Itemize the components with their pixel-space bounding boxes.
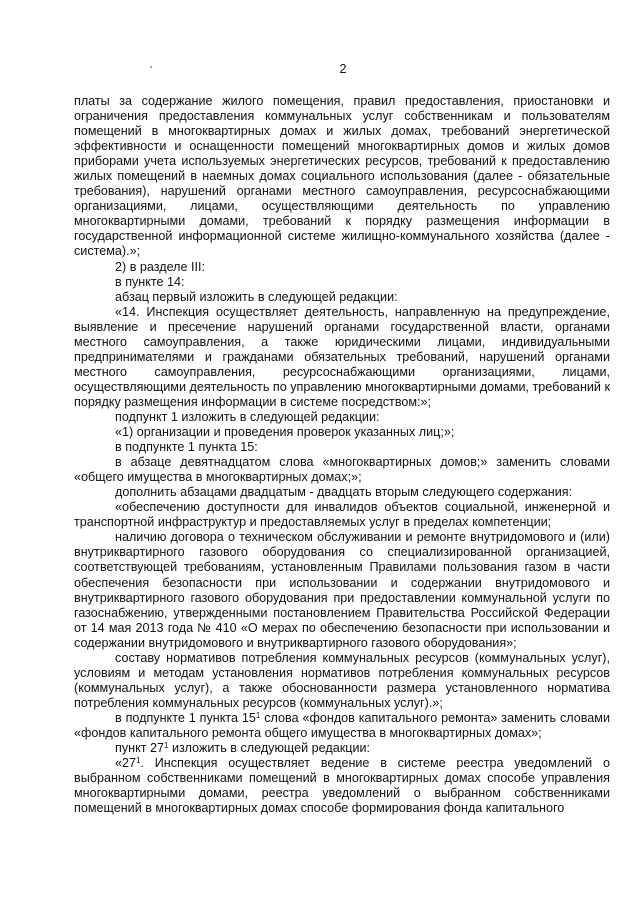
paragraph-27-1-intro: [74, 741, 610, 756]
paragraph: подпункт 1 изложить в следующей редакции:: [115, 409, 380, 424]
text-run: пункт 27: [115, 741, 164, 756]
paragraph: «14. Инспекция осуществляет деятельность, направленную на предупреждение, выявление и пресечение нарушений органами государственной власти, органами местного самоуправления, а также юридическими лицами, индивидуальными предпринимателями и гражданами обязательных требований, нарушений органами местного самоуправления, ресурсоснабжающими организациями, лицами, осуществляющими деятельность по управлению многоквартирными домами, требований к порядку размещения информации в системе посредством:»;: [74, 304, 610, 409]
text-run: «27: [115, 756, 137, 771]
paragraph-15-1: [74, 711, 610, 741]
paragraph: составу нормативов потребления коммунальных ресурсов (коммунальных услуг), условиям и методам установления нормативов потребления коммунальных ресурсов (коммунальных услуг), а также обоснованности размера установленного норматива потребления коммунальных ресурсов (коммунальных услуг).»;: [74, 650, 610, 710]
paragraph: «обеспечению доступности для инвалидов объектов социальной, инженерной и транспортной инфраструктур и предоставляемых услуг в пределах компетенции;: [74, 500, 610, 530]
paragraph: платы за содержание жилого помещения, правил предоставления, приостановки и ограничения предоставления коммунальных услуг собственникам и пользователям помещений в многоквартирных домах и жилых домах, требований энергетической эффективности и оснащенности помещений многоквартирных домов и жилых домов приборами учета используемых энергетических ресурсов, требований к предоставлению жилых помещений в наемных домах социального использования (далее - обязательные требования), нарушений органами местного самоуправления, ресурсоснабжающими организациями, лицами, осуществляющими деятельность по управлению многоквартирными домами, требований к порядку размещения информации в государственной информационной системе жилищно-коммунального хозяйства (далее - система).»;: [74, 94, 610, 259]
document-body: [74, 94, 610, 816]
page-number: 2: [339, 62, 347, 76]
paragraph: в подпункте 1 пункта 15:: [115, 440, 258, 455]
text-run: изложить в следующей редакции:: [168, 741, 371, 756]
text-run: . Инспекция осуществляет ведение в системе реестра уведомлений о выбранном собственниками помещений в многоквартирных домах способе управления многоквартирными домами, реестра уведомлений о выбранном собственниками помещений в многоквартирных домах способе формирования фонда капитального: [74, 756, 610, 816]
paragraph: дополнить абзацами двадцатым - двадцать вторым следующего содержания:: [115, 485, 573, 500]
text-run: слова «фондов капитального ремонта» заменить словами «фондов капитального ремонта общего имущества в многоквартирных домах»;: [74, 710, 610, 740]
paragraph: «1) организации и проведения проверок указанных лиц;»;: [115, 425, 455, 440]
superscript: 1: [136, 756, 141, 766]
paragraph: в абзаце девятнадцатом слова «многоквартирных домов;» заменить словами «общего имущества в многоквартирных домах;»;: [74, 455, 610, 485]
paragraph: наличию договора о техническом обслуживании и ремонте внутридомового и (или) внутриквартирного газового оборудования со специализированной организацией, соответствующей требованиям, установленным Правилами пользования газом в части обеспечения безопасности при использовании и содержании внутридомового и внутриквартирного газового оборудования при предоставлении коммунальной услуги по газоснабжению, утвержденными постановлением Правительства Российской Федерации от 14 мая 2013 года № 410 «О мерах по обеспечению безопасности при использовании и содержании внутридомового и внутриквартирного газового оборудования»;: [74, 530, 610, 650]
superscript: 1: [255, 710, 261, 720]
paragraph: 2) в разделе III:: [115, 259, 206, 274]
superscript: 1: [164, 741, 169, 751]
text-run: в подпункте 1 пункта 15: [115, 710, 256, 725]
paragraph: абзац первый изложить в следующей редакции:: [115, 289, 398, 304]
paragraph-27-1-text: [74, 756, 610, 816]
paragraph: в пункте 14:: [115, 274, 185, 289]
